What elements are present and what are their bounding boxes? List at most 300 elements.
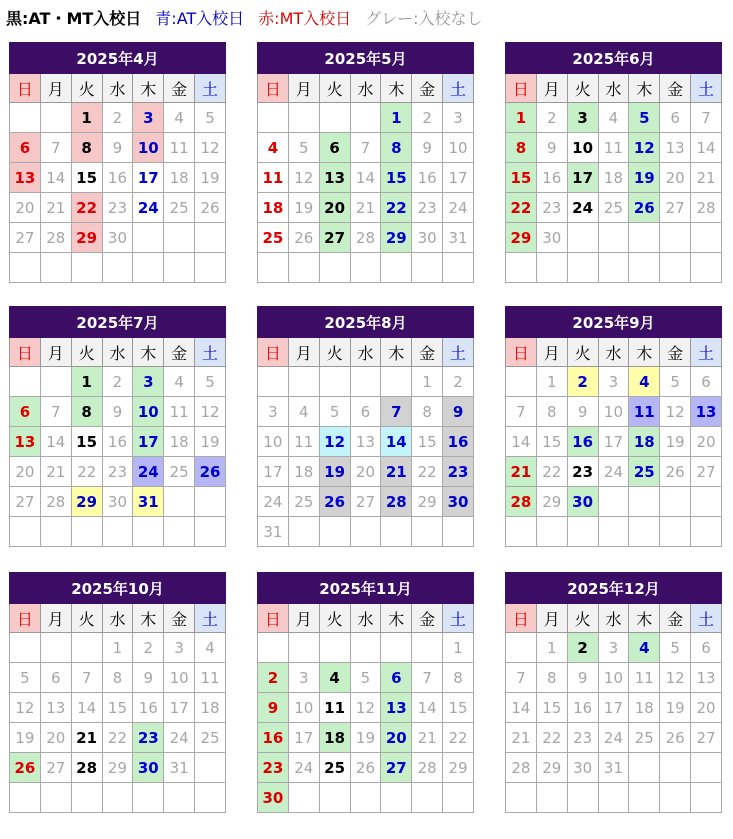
day-cell: 29 xyxy=(412,487,443,517)
day-cell: 6 xyxy=(10,397,41,427)
day-cell: 6 xyxy=(10,133,41,163)
weekday-header: 火 xyxy=(567,338,598,367)
weekday-header: 金 xyxy=(660,74,691,103)
day-cell: 16 xyxy=(102,427,133,457)
day-cell: 3 xyxy=(598,367,629,397)
empty-cell xyxy=(350,367,381,397)
empty-cell xyxy=(258,253,289,283)
day-cell: 26 xyxy=(660,457,691,487)
day-cell: 1 xyxy=(536,367,567,397)
day-cell: 12 xyxy=(288,163,319,193)
day-cell: 27 xyxy=(691,457,722,487)
day-cell: 8 xyxy=(443,663,474,693)
day-cell: 19 xyxy=(288,193,319,223)
month-title: 2025年5月 xyxy=(258,43,474,74)
empty-cell xyxy=(506,253,537,283)
empty-cell xyxy=(258,633,289,663)
day-cell: 18 xyxy=(629,693,660,723)
month-title: 2025年12月 xyxy=(506,573,722,604)
empty-cell xyxy=(10,103,41,133)
day-cell: 10 xyxy=(443,133,474,163)
weekday-header: 木 xyxy=(629,74,660,103)
weekday-header: 水 xyxy=(102,604,133,633)
day-cell: 21 xyxy=(691,163,722,193)
day-cell: 8 xyxy=(536,663,567,693)
day-cell: 20 xyxy=(381,723,412,753)
day-cell: 13 xyxy=(319,163,350,193)
weekday-header: 月 xyxy=(288,604,319,633)
empty-cell xyxy=(195,783,226,813)
weekday-header: 水 xyxy=(598,74,629,103)
empty-cell xyxy=(412,517,443,547)
weekday-header: 日 xyxy=(506,604,537,633)
empty-cell xyxy=(288,633,319,663)
empty-cell xyxy=(381,633,412,663)
day-cell: 13 xyxy=(40,693,71,723)
day-cell: 25 xyxy=(164,457,195,487)
day-cell: 17 xyxy=(164,693,195,723)
day-cell: 7 xyxy=(412,663,443,693)
day-cell: 18 xyxy=(629,427,660,457)
day-cell: 8 xyxy=(381,133,412,163)
day-cell: 31 xyxy=(258,517,289,547)
empty-cell xyxy=(164,253,195,283)
day-cell: 2 xyxy=(567,367,598,397)
day-cell: 3 xyxy=(133,103,164,133)
day-cell: 9 xyxy=(412,133,443,163)
day-cell: 22 xyxy=(412,457,443,487)
day-cell: 16 xyxy=(258,723,289,753)
day-cell: 14 xyxy=(381,427,412,457)
day-cell: 5 xyxy=(195,103,226,133)
empty-cell xyxy=(412,633,443,663)
weekday-header: 金 xyxy=(412,338,443,367)
day-cell: 17 xyxy=(258,457,289,487)
day-cell: 18 xyxy=(598,163,629,193)
legend-gray: グレー:入校なし xyxy=(365,9,483,28)
day-cell: 13 xyxy=(691,663,722,693)
day-cell: 14 xyxy=(412,693,443,723)
day-cell: 16 xyxy=(536,163,567,193)
day-cell: 12 xyxy=(10,693,41,723)
weekday-header: 火 xyxy=(319,604,350,633)
day-cell: 4 xyxy=(629,367,660,397)
empty-cell xyxy=(288,367,319,397)
day-cell: 5 xyxy=(319,397,350,427)
empty-cell xyxy=(102,253,133,283)
day-cell: 22 xyxy=(536,457,567,487)
day-cell: 1 xyxy=(536,633,567,663)
day-cell: 14 xyxy=(350,163,381,193)
day-cell: 22 xyxy=(536,723,567,753)
day-cell: 17 xyxy=(567,163,598,193)
day-cell: 27 xyxy=(10,487,41,517)
empty-cell xyxy=(443,517,474,547)
day-cell: 28 xyxy=(506,487,537,517)
weekday-header: 月 xyxy=(536,604,567,633)
day-cell: 30 xyxy=(567,753,598,783)
day-cell: 16 xyxy=(567,693,598,723)
day-cell: 11 xyxy=(195,663,226,693)
day-cell: 29 xyxy=(536,753,567,783)
day-cell: 6 xyxy=(40,663,71,693)
day-cell: 10 xyxy=(258,427,289,457)
empty-cell xyxy=(164,223,195,253)
weekday-header: 木 xyxy=(133,604,164,633)
month-calendar xyxy=(505,572,722,813)
weekday-header: 日 xyxy=(10,74,41,103)
empty-cell xyxy=(598,253,629,283)
day-cell: 31 xyxy=(443,223,474,253)
weekday-header: 木 xyxy=(381,74,412,103)
day-cell: 7 xyxy=(506,397,537,427)
empty-cell xyxy=(10,783,41,813)
day-cell: 23 xyxy=(258,753,289,783)
empty-cell xyxy=(40,253,71,283)
day-cell: 24 xyxy=(567,193,598,223)
day-cell: 22 xyxy=(443,723,474,753)
day-cell: 26 xyxy=(10,753,41,783)
day-cell: 13 xyxy=(350,427,381,457)
day-cell: 13 xyxy=(10,427,41,457)
day-cell: 12 xyxy=(350,693,381,723)
day-cell: 24 xyxy=(598,457,629,487)
day-cell: 21 xyxy=(412,723,443,753)
weekday-header: 火 xyxy=(567,604,598,633)
day-cell: 5 xyxy=(350,663,381,693)
day-cell: 13 xyxy=(691,397,722,427)
day-cell: 12 xyxy=(629,133,660,163)
day-cell: 26 xyxy=(195,193,226,223)
day-cell: 11 xyxy=(598,133,629,163)
empty-cell xyxy=(350,103,381,133)
day-cell: 7 xyxy=(350,133,381,163)
day-cell: 12 xyxy=(660,663,691,693)
empty-cell xyxy=(10,367,41,397)
day-cell: 14 xyxy=(691,133,722,163)
weekday-header: 土 xyxy=(195,604,226,633)
day-cell: 15 xyxy=(536,693,567,723)
day-cell: 11 xyxy=(164,133,195,163)
day-cell: 29 xyxy=(381,223,412,253)
day-cell: 24 xyxy=(258,487,289,517)
weekday-header: 土 xyxy=(691,338,722,367)
weekday-header: 土 xyxy=(691,74,722,103)
day-cell: 7 xyxy=(506,663,537,693)
empty-cell xyxy=(567,253,598,283)
weekday-header: 月 xyxy=(40,74,71,103)
day-cell: 23 xyxy=(567,457,598,487)
empty-cell xyxy=(350,517,381,547)
empty-cell xyxy=(133,783,164,813)
day-cell: 10 xyxy=(133,397,164,427)
day-cell: 10 xyxy=(567,133,598,163)
day-cell: 8 xyxy=(71,133,102,163)
day-cell: 25 xyxy=(319,753,350,783)
day-cell: 11 xyxy=(258,163,289,193)
day-cell: 15 xyxy=(71,427,102,457)
empty-cell xyxy=(288,253,319,283)
month-calendar xyxy=(9,306,226,547)
empty-cell xyxy=(40,517,71,547)
day-cell: 25 xyxy=(629,723,660,753)
empty-cell xyxy=(536,517,567,547)
day-cell: 30 xyxy=(567,487,598,517)
day-cell: 23 xyxy=(536,193,567,223)
day-cell: 27 xyxy=(319,223,350,253)
day-cell: 19 xyxy=(350,723,381,753)
empty-cell xyxy=(598,223,629,253)
day-cell: 3 xyxy=(288,663,319,693)
weekday-header: 木 xyxy=(133,338,164,367)
day-cell: 5 xyxy=(629,103,660,133)
day-cell: 25 xyxy=(258,223,289,253)
empty-cell xyxy=(660,253,691,283)
empty-cell xyxy=(536,783,567,813)
day-cell: 1 xyxy=(506,103,537,133)
day-cell: 19 xyxy=(195,163,226,193)
day-cell: 19 xyxy=(629,163,660,193)
empty-cell xyxy=(195,517,226,547)
empty-cell xyxy=(350,783,381,813)
day-cell: 13 xyxy=(381,693,412,723)
day-cell: 27 xyxy=(691,723,722,753)
day-cell: 11 xyxy=(629,663,660,693)
day-cell: 7 xyxy=(40,397,71,427)
day-cell: 9 xyxy=(536,133,567,163)
day-cell: 30 xyxy=(102,223,133,253)
empty-cell xyxy=(567,223,598,253)
day-cell: 27 xyxy=(660,193,691,223)
empty-cell xyxy=(567,783,598,813)
day-cell: 15 xyxy=(536,427,567,457)
empty-cell xyxy=(412,253,443,283)
day-cell: 18 xyxy=(164,427,195,457)
month-calendar xyxy=(505,42,722,283)
day-cell: 13 xyxy=(10,163,41,193)
month-title: 2025年11月 xyxy=(258,573,474,604)
day-cell: 28 xyxy=(506,753,537,783)
day-cell: 4 xyxy=(629,633,660,663)
day-cell: 2 xyxy=(412,103,443,133)
day-cell: 14 xyxy=(40,163,71,193)
day-cell: 23 xyxy=(412,193,443,223)
day-cell: 26 xyxy=(288,223,319,253)
day-cell: 26 xyxy=(319,487,350,517)
day-cell: 9 xyxy=(567,397,598,427)
day-cell: 21 xyxy=(506,457,537,487)
day-cell: 27 xyxy=(350,487,381,517)
day-cell: 9 xyxy=(258,693,289,723)
day-cell: 2 xyxy=(536,103,567,133)
day-cell: 1 xyxy=(102,633,133,663)
day-cell: 26 xyxy=(195,457,226,487)
weekday-header: 水 xyxy=(102,74,133,103)
empty-cell xyxy=(506,517,537,547)
day-cell: 2 xyxy=(443,367,474,397)
day-cell: 11 xyxy=(319,693,350,723)
weekday-header: 木 xyxy=(381,604,412,633)
day-cell: 20 xyxy=(691,427,722,457)
weekday-header: 日 xyxy=(258,604,289,633)
weekday-header: 金 xyxy=(412,74,443,103)
day-cell: 14 xyxy=(506,427,537,457)
month-calendar xyxy=(257,572,474,813)
day-cell: 7 xyxy=(691,103,722,133)
weekday-header: 日 xyxy=(258,74,289,103)
day-cell: 20 xyxy=(10,457,41,487)
empty-cell xyxy=(691,487,722,517)
empty-cell xyxy=(660,487,691,517)
empty-cell xyxy=(40,103,71,133)
day-cell: 20 xyxy=(691,693,722,723)
month-calendar xyxy=(505,306,722,547)
day-cell: 21 xyxy=(381,457,412,487)
day-cell: 4 xyxy=(195,633,226,663)
month-calendar xyxy=(9,572,226,813)
empty-cell xyxy=(319,253,350,283)
empty-cell xyxy=(506,783,537,813)
day-cell: 2 xyxy=(102,367,133,397)
day-cell: 9 xyxy=(567,663,598,693)
empty-cell xyxy=(506,633,537,663)
day-cell: 29 xyxy=(71,223,102,253)
weekday-header: 金 xyxy=(660,338,691,367)
empty-cell xyxy=(10,253,41,283)
empty-cell xyxy=(660,517,691,547)
empty-cell xyxy=(536,253,567,283)
day-cell: 10 xyxy=(288,693,319,723)
day-cell: 16 xyxy=(412,163,443,193)
day-cell: 19 xyxy=(319,457,350,487)
weekday-header: 金 xyxy=(164,604,195,633)
day-cell: 5 xyxy=(660,367,691,397)
day-cell: 9 xyxy=(102,133,133,163)
day-cell: 16 xyxy=(102,163,133,193)
empty-cell xyxy=(102,517,133,547)
day-cell: 8 xyxy=(71,397,102,427)
day-cell: 12 xyxy=(660,397,691,427)
day-cell: 10 xyxy=(164,663,195,693)
empty-cell xyxy=(195,487,226,517)
day-cell: 7 xyxy=(40,133,71,163)
day-cell: 5 xyxy=(195,367,226,397)
day-cell: 17 xyxy=(443,163,474,193)
month-title: 2025年8月 xyxy=(258,307,474,338)
day-cell: 28 xyxy=(71,753,102,783)
day-cell: 21 xyxy=(71,723,102,753)
day-cell: 31 xyxy=(133,487,164,517)
day-cell: 30 xyxy=(102,487,133,517)
day-cell: 17 xyxy=(133,163,164,193)
empty-cell xyxy=(598,783,629,813)
month-title: 2025年7月 xyxy=(10,307,226,338)
empty-cell xyxy=(381,517,412,547)
day-cell: 8 xyxy=(102,663,133,693)
day-cell: 20 xyxy=(660,163,691,193)
empty-cell xyxy=(102,783,133,813)
day-cell: 5 xyxy=(10,663,41,693)
day-cell: 15 xyxy=(443,693,474,723)
weekday-header: 木 xyxy=(629,604,660,633)
weekday-header: 火 xyxy=(319,74,350,103)
day-cell: 20 xyxy=(350,457,381,487)
day-cell: 11 xyxy=(164,397,195,427)
day-cell: 6 xyxy=(381,663,412,693)
weekday-header: 土 xyxy=(691,604,722,633)
day-cell: 23 xyxy=(102,457,133,487)
empty-cell xyxy=(598,487,629,517)
weekday-header: 金 xyxy=(660,604,691,633)
day-cell: 12 xyxy=(319,427,350,457)
day-cell: 10 xyxy=(598,663,629,693)
day-cell: 8 xyxy=(506,133,537,163)
legend-black: 黒:AT・MT入校日 xyxy=(6,9,142,28)
empty-cell xyxy=(258,367,289,397)
day-cell: 16 xyxy=(133,693,164,723)
day-cell: 4 xyxy=(258,133,289,163)
day-cell: 23 xyxy=(102,193,133,223)
day-cell: 29 xyxy=(443,753,474,783)
day-cell: 30 xyxy=(443,487,474,517)
day-cell: 27 xyxy=(381,753,412,783)
empty-cell xyxy=(133,223,164,253)
weekday-header: 火 xyxy=(71,338,102,367)
day-cell: 27 xyxy=(10,223,41,253)
day-cell: 18 xyxy=(258,193,289,223)
day-cell: 9 xyxy=(133,663,164,693)
weekday-header: 火 xyxy=(71,74,102,103)
weekday-header: 火 xyxy=(567,74,598,103)
day-cell: 17 xyxy=(288,723,319,753)
day-cell: 2 xyxy=(258,663,289,693)
day-cell: 26 xyxy=(660,723,691,753)
day-cell: 20 xyxy=(319,193,350,223)
day-cell: 2 xyxy=(567,633,598,663)
empty-cell xyxy=(164,517,195,547)
weekday-header: 火 xyxy=(319,338,350,367)
day-cell: 22 xyxy=(381,193,412,223)
weekday-header: 金 xyxy=(164,338,195,367)
weekday-header: 金 xyxy=(164,74,195,103)
empty-cell xyxy=(40,633,71,663)
day-cell: 6 xyxy=(319,133,350,163)
day-cell: 24 xyxy=(133,457,164,487)
day-cell: 17 xyxy=(598,693,629,723)
day-cell: 25 xyxy=(164,193,195,223)
day-cell: 19 xyxy=(660,427,691,457)
weekday-header: 水 xyxy=(598,604,629,633)
day-cell: 24 xyxy=(133,193,164,223)
empty-cell xyxy=(133,517,164,547)
day-cell: 6 xyxy=(691,367,722,397)
day-cell: 19 xyxy=(195,427,226,457)
day-cell: 28 xyxy=(381,487,412,517)
day-cell: 28 xyxy=(412,753,443,783)
day-cell: 24 xyxy=(443,193,474,223)
day-cell: 15 xyxy=(102,693,133,723)
empty-cell xyxy=(319,103,350,133)
day-cell: 29 xyxy=(536,487,567,517)
weekday-header: 月 xyxy=(536,338,567,367)
empty-cell xyxy=(443,253,474,283)
empty-cell xyxy=(629,753,660,783)
legend-red: 赤:MT入校日 xyxy=(258,9,352,28)
day-cell: 19 xyxy=(660,693,691,723)
empty-cell xyxy=(567,517,598,547)
empty-cell xyxy=(71,633,102,663)
weekday-header: 水 xyxy=(350,338,381,367)
